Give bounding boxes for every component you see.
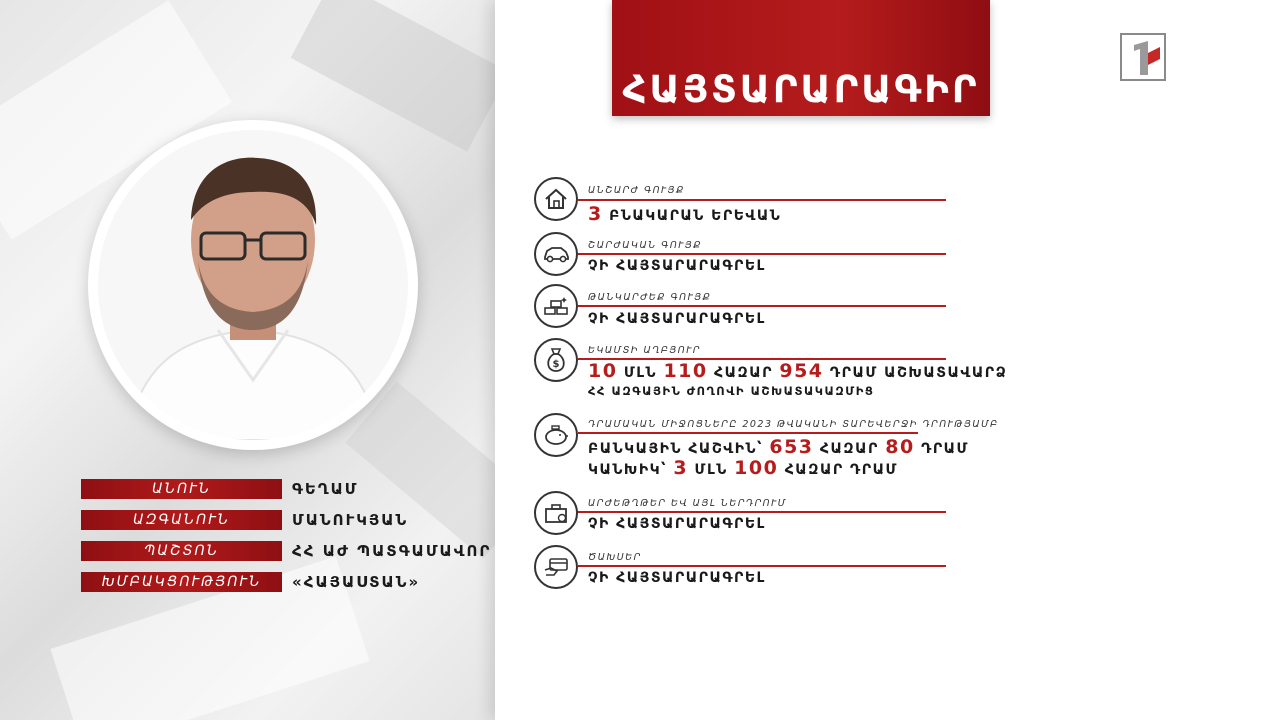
movable-value: ՉԻ ՀԱՅՏԱՐԱՐԱԳՐԵԼ [588, 258, 766, 274]
real-estate-value: 3 ԲՆԱԿԱՐԱՆ ԵՐԵՎԱՆ [588, 203, 782, 225]
expenses-category: ԾԱԽՍԵՐ [588, 552, 642, 563]
faction-value: «ՀԱՅԱՍՏԱՆ» [292, 573, 421, 591]
svg-text:$: $ [552, 359, 560, 370]
piggy-bank-icon [534, 413, 578, 457]
position-value: ՀՀ ԱԺ ՊԱՏԳԱՄԱՎՈՐ [292, 542, 492, 560]
divider [578, 565, 946, 567]
briefcase-icon [534, 491, 578, 535]
position-label: ՊԱՇՏՈՆ [81, 541, 282, 561]
bg-shard [291, 0, 495, 152]
real-estate-category: ԱՆՇԱՐԺ ԳՈՒՅՔ [588, 185, 685, 196]
car-icon [534, 232, 578, 276]
cash-category: ԴՐԱՄԱԿԱՆ ՄԻՋՈՑՆԵՐԸ 2023 ԹՎԱԿԱՆԻ ՏԱՐԵՎԵՐՋԻ ԴՐՈՒԹՅԱՄԲ [588, 419, 999, 430]
card-payment-icon [534, 545, 578, 589]
surname-label: ԱԶԳԱՆՈՒՆ [81, 510, 282, 530]
valuables-category: ԹԱՆԿԱՐԺԵՔ ԳՈՒՅՔ [588, 292, 712, 303]
income-category: ԵԿԱՄՏԻ ԱՂԲՅՈՒՐ [588, 345, 701, 356]
house-icon [534, 177, 578, 221]
bank-account-value: ԲԱՆԿԱՅԻՆ ՀԱՇՎԻՆ՝ 653 ՀԱԶԱՐ 80 ԴՐԱՄ [588, 436, 969, 458]
faction-label: ԽՄԲԱԿՑՈՒԹՅՈՒՆ [81, 572, 282, 592]
page-title: ՀԱՅՏԱՐԱՐԱԳԻՐ [622, 68, 980, 111]
income-source: ՀՀ ԱԶԳԱՅԻՆ ԺՈՂՈՎԻ ԱՇԽԱՏԱԿԱԶՄԻՑ [588, 384, 875, 398]
surname-value: ՄԱՆՈՒԿՅԱՆ [292, 511, 409, 529]
divider [578, 511, 946, 513]
person-silhouette [98, 130, 408, 440]
movable-category: ՇԱՐԺԱԿԱՆ ԳՈՒՅՔ [588, 240, 702, 251]
securities-category: ԱՐԺԵԹՂԹԵՐ ԵՎ ԱՅԼ ՆԵՐԴՐՈՒՄ [588, 498, 787, 509]
valuables-value: ՉԻ ՀԱՅՏԱՐԱՐԱԳՐԵԼ [588, 311, 766, 327]
bg-shard [345, 382, 495, 559]
divider [578, 432, 918, 434]
portrait-photo [88, 120, 418, 450]
money-bag-icon [534, 338, 578, 382]
gold-bars-icon [534, 284, 578, 328]
income-amount: 10 ՄԼՆ 110 ՀԱԶԱՐ 954 ԴՐԱՄ ԱՇԽԱՏԱՎԱՐՁ [588, 360, 1008, 382]
channel-logo [1120, 33, 1166, 81]
divider [578, 305, 946, 307]
divider [578, 253, 946, 255]
divider [578, 199, 946, 201]
name-label: ԱՆՈՒՆ [81, 479, 282, 499]
securities-value: ՉԻ ՀԱՅՏԱՐԱՐԱԳՐԵԼ [588, 516, 766, 532]
expenses-value: ՉԻ ՀԱՅՏԱՐԱՐԱԳՐԵԼ [588, 570, 766, 586]
cash-on-hand-value: ԿԱՆԽԻԿ՝ 3 ՄԼՆ 100 ՀԱԶԱՐ ԴՐԱՄ [588, 457, 898, 479]
title-banner [612, 0, 990, 116]
name-value: ԳԵՂԱՄ [292, 480, 359, 498]
